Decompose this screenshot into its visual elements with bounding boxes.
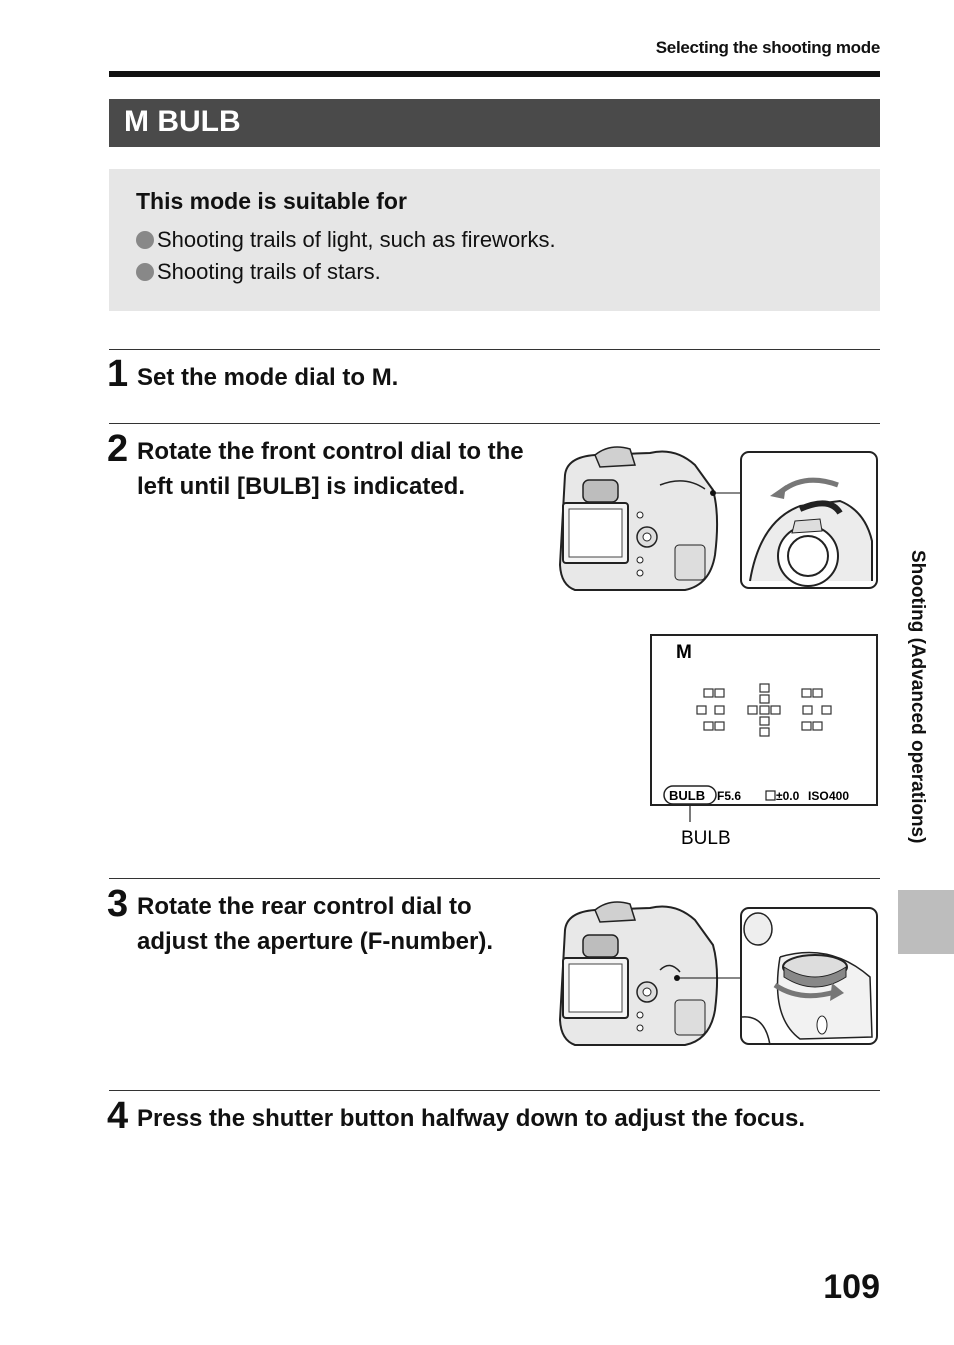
side-tab-marker — [898, 890, 954, 954]
camera-rear-dial-illustration — [555, 900, 725, 1050]
suitable-item: Shooting trails of stars. — [136, 259, 381, 285]
viewfinder-shutter: BULB — [669, 788, 706, 803]
step-divider — [109, 349, 880, 350]
step-text: Rotate the front control dial to the left until [BULB] is indicated. — [137, 438, 524, 500]
top-rule — [109, 71, 880, 77]
suitable-title: This mode is suitable for — [136, 188, 407, 214]
suitable-for-box — [109, 169, 880, 311]
step-text: Set the mode dial to M. — [137, 364, 399, 391]
section-title-bar — [109, 99, 880, 147]
section-title: M BULB — [124, 105, 241, 138]
viewfinder-iso-value: 400 — [829, 789, 850, 803]
viewfinder-display — [650, 634, 878, 854]
side-tab-label: Shooting (Advanced operations) — [907, 550, 928, 844]
step-number: 4 — [107, 1095, 129, 1137]
suitable-item: Shooting trails of light, such as fireworks. — [136, 227, 556, 253]
step-divider — [109, 878, 880, 879]
viewfinder-iso-label: ISO — [808, 789, 829, 803]
page-number: 109 — [823, 1268, 880, 1306]
bulb-callout: BULB — [681, 828, 731, 849]
camera-front-dial-illustration — [555, 445, 725, 595]
step-text: Rotate the rear control dial to adjust the aperture (F-number). — [137, 893, 494, 955]
step-divider — [109, 423, 880, 424]
bullet-icon — [136, 231, 154, 249]
step-divider — [109, 1090, 880, 1091]
front-dial-closeup — [740, 451, 878, 589]
step-number: 1 — [107, 353, 129, 395]
viewfinder-aperture: F5.6 — [717, 789, 742, 803]
step-number: 3 — [107, 883, 129, 925]
running-header: Selecting the shooting mode — [655, 38, 880, 57]
step-text: Press the shutter button halfway down to adjust the focus. — [137, 1105, 806, 1132]
bullet-icon — [136, 263, 154, 281]
viewfinder-mode: M — [676, 642, 692, 663]
step-number: 2 — [107, 428, 129, 470]
viewfinder-exposure: ±0.0 — [776, 789, 800, 803]
rear-dial-closeup — [740, 907, 878, 1045]
